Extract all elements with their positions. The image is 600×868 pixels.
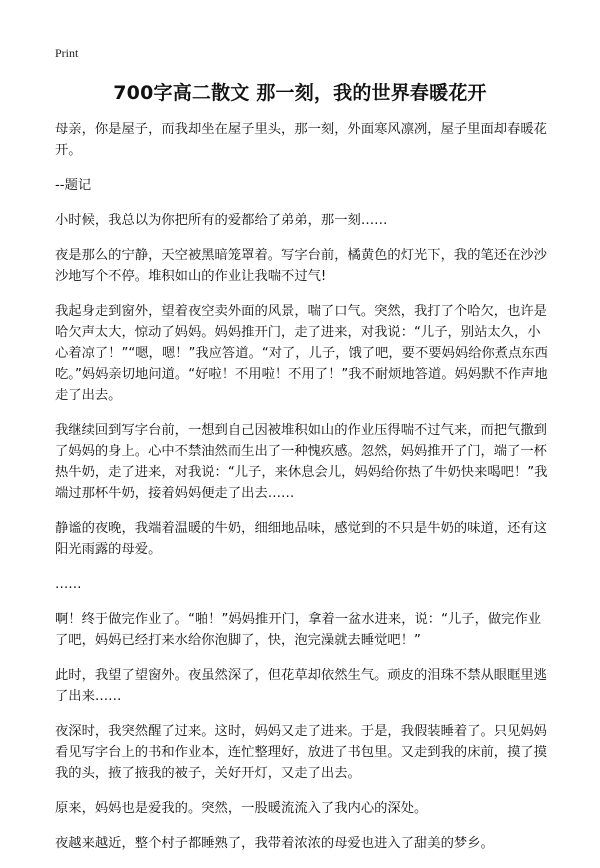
article-title: 700字高二散文 那一刻，我的世界春暖花开 <box>113 82 487 104</box>
paragraph: 小时候，我总以为你把所有的爱都给了弟弟，那一刻…… <box>55 213 388 228</box>
paragraph: 此时，我望了望窗外。夜虽然深了，但花草却依然生气。顽皮的泪珠不禁从眼眶里逃了出来…… <box>55 668 547 704</box>
ellipsis-break: …… <box>55 577 82 592</box>
print-link[interactable]: Print <box>55 46 79 60</box>
paragraph: 啊！终于做完作业了。“啪！”妈妈推开门，拿着一盆水进来，说：“儿子，做完作业了吧，妈妈已经打来水给你泡脚了，快，泡完澡就去睡觉吧！” <box>55 612 542 648</box>
paragraph: 夜是那么的宁静，天空被黑暗笼罩着。写字台前，橘黄色的灯光下，我的笔还在沙沙沙地写个不停。堆积如山的作业让我喘不过气! <box>55 248 547 284</box>
epigraph-source: --题记 <box>55 178 92 193</box>
epigraph: 母亲，你是屋子，而我却坐在屋子里头，那一刻，外面寒风凛冽，屋子里面却春暖花开。 <box>55 122 547 158</box>
paragraph: 我起身走到窗外，望着夜空卖外面的风景，喘了口气。突然，我打了个哈欠，也许是哈欠声太大，惊动了妈妈。妈妈推开门，走了进来，对我说：“儿子，别站太久，小心着凉了！”“嗯，嗯！”我应答道。“对了，儿子，饿了吧，要不要妈妈给你煮点东西吃。”妈妈亲切地问道。“好啦！不用啦！不用了！”我不耐烦地答道。妈妈默不作声地走了出去。 <box>55 304 548 403</box>
article-body <box>55 119 550 868</box>
paragraph: 静谧的夜晚，我端着温暖的牛奶，细细地品味，感觉到的不只是牛奶的味道，还有这阳光雨露的母爱。 <box>55 521 547 557</box>
paragraph: 我继续回到写字台前，一想到自己因被堆积如山的作业压得喘不过气来，而把气撒到了妈妈的身上。心中不禁油然而生出了一种愧疚感。忽然，妈妈推开了门，端了一杯热牛奶，走了进来，对我说：“儿子，来休息会儿，妈妈给你热了牛奶快来喝吧！”我端过那杯牛奶，接着妈妈便走了出去…… <box>55 423 548 501</box>
paragraph: 夜深时，我突然醒了过来。这时，妈妈又走了进来。于是，我假装睡着了。只见妈妈看见写字台上的书和作业本，连忙整理好，放进了书包里。又走到我的床前，摸了摸我的头，掖了掖我的被子，关好开灯，又走了出去。 <box>55 724 547 781</box>
paragraph: 原来，妈妈也是爱我的。突然，一股暖流流入了我内心的深处。 <box>55 801 428 816</box>
paragraph: 夜越来越近，整个村子都睡熟了，我带着浓浓的母爱也进入了甜美的梦乡。 <box>55 836 494 851</box>
